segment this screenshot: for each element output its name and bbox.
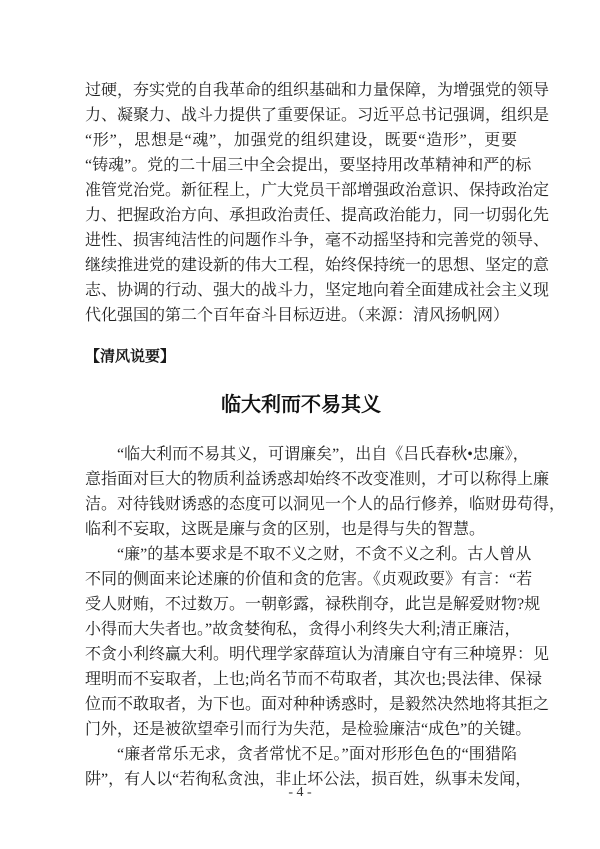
text-line: 准管党治党。新征程上，广大党员干部增强政治意识、保持政治定 [85,182,550,199]
text-line: “廉”的基本要求是不取不义之财，不贪不义之利。古人曾从 [117,546,532,563]
text-line: 理明而不妄取者，上也;尚名节而不苟取者，其次也;畏法律、保禄 [85,671,542,688]
text-line: “廉者常乐无求，贪者常忧不足。”面对形形色色的“围猎陷 [117,746,517,763]
body-paragraph-continuation [85,78,550,328]
text-line: “临大利而不易其义，可谓廉矣”，出自《吕氏春秋•忠廉》， [117,446,529,463]
text-line: 过硬，夯实党的自我革命的组织基础和力量保障，为增强党的领导 [85,82,550,99]
text-line: 阱”，有人以“若徇私贪浊，非止坏公法，损百姓，纵事未发闻， [85,771,532,788]
text-line: 临利不妄取，这既是廉与贪的区别，也是得与失的智慧。 [85,521,486,538]
text-line: 不贪小利终赢大利。明代理学家薛瑄认为清廉自守有三种境界：见 [85,646,550,663]
text-line: 力、把握政治方向、承担政治责任、提高政治能力，同一切弱化先 [85,207,550,224]
text-line: “铸魂”。党的二十届三中全会提出，要坚持用改革精神和严的标 [85,157,532,174]
text-line: “形”，思想是“魂”，加强党的组织建设，既要“造形”，更要 [85,132,517,149]
text-line: 志、协调的行动、强大的战斗力，坚定地向着全面建成社会主义现 [85,282,550,299]
text-line: 意指面对巨大的物质利益诱惑却始终不改变准则，才可以称得上廉 [85,471,550,488]
text-line: 力、凝聚力、战斗力提供了重要保证。习近平总书记强调，组织是 [85,107,550,124]
text-line: 小得而大失者也。”故贪婪徇私，贪得小利终失大利;清正廉洁， [85,621,521,638]
text-line: 继续推进党的建设新的伟大工程，始终保持统一的思想、坚定的意 [85,257,550,274]
text-line: 门外，还是被欲望牵引而行为失范，是检验廉洁“成色”的关键。 [85,721,532,738]
body-paragraph [85,542,550,742]
text-line: 不同的侧面来论述廉的价值和贪的危害。《贞观政要》有言：“若 [85,571,533,588]
page-number: - 4 - [288,785,312,800]
text-line: 位而不敢取者，为下也。面对种种诱惑时，是毅然决然地将其拒之 [85,696,550,713]
section-header: 【清风说要】 [85,349,176,365]
text-line: 洁。对待钱财诱惑的态度可以洞见一个人的品行修养，临财毋苟得， [85,496,566,513]
page-content [85,78,566,792]
text-line: 受人财贿，不过数万。一朝彰露，禄秩削夺，此岂是解爱财物?规 [85,596,541,613]
body-paragraph [85,442,566,542]
text-line: 代化强国的第二个百年奋斗目标迈进。（来源：清风扬帆网） [85,307,510,324]
text-line: 进性、损害纯洁性的问题作斗争，毫不动摇坚持和完善党的领导、 [85,232,550,249]
article-title: 临大利而不易其义 [221,394,381,416]
